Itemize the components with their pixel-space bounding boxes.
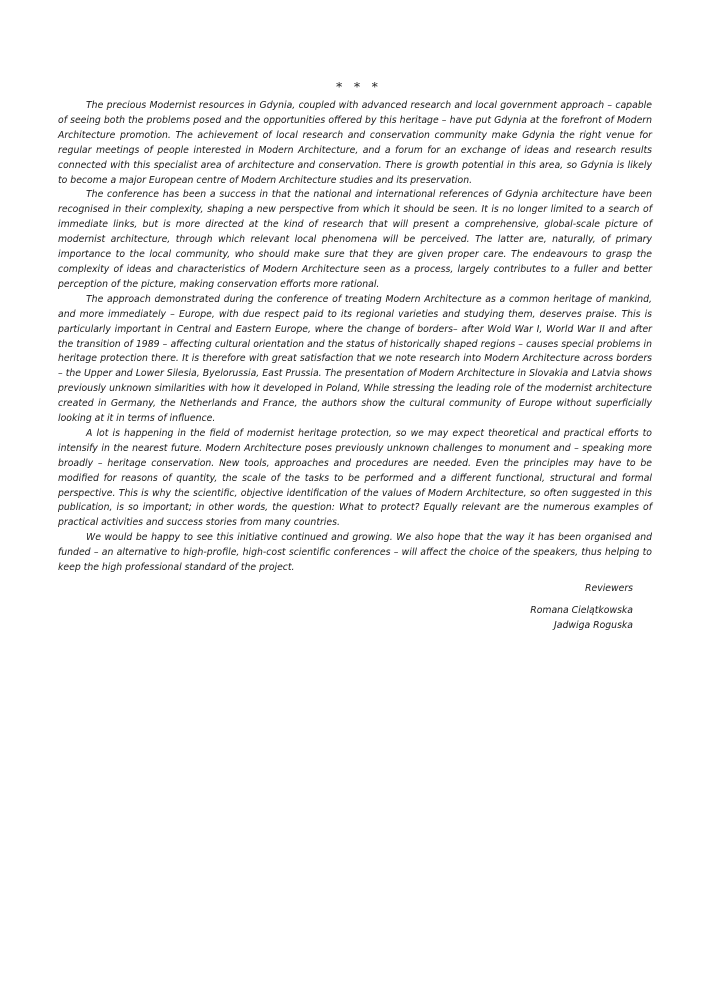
reviewer-name: Jadwiga Roguska <box>554 619 633 631</box>
document-page <box>58 80 652 634</box>
signoff-label: Reviewers <box>585 583 633 594</box>
paragraph: The precious Modernist resources in Gdynia, coupled with advanced research and local government approach – capable of seeing both the problems posed and the opportunities offered by this heritage – have put Gdynia at the forefront of Modern Architecture promotion. The achievement of local research and conservation community make Gdynia the right venue for regular meetings of people interested in Modern Architecture, and a forum for an exchange of ideas and research results connected with this specialist area of architecture and conservation. There is growth potential in this area, so Gdynia is likely to become a major European centre of Modern Architecture studies and its preservation. <box>58 100 652 186</box>
paragraph: We would be happy to see this initiative continued and growing. We also hope that the way it has been organised and funded – an alternative to high-profile, high-cost scientific conferences – will affect the choice of the speakers, thus helping to keep the high professional standard of the project. <box>58 532 652 574</box>
section-ornament: * * * <box>336 80 382 94</box>
reviewer-names <box>58 604 633 634</box>
reviewer-name: Romana Cielątkowska <box>530 604 633 616</box>
paragraph: A lot is happening in the field of modernist heritage protection, so we may expect theoretical and practical efforts to intensify in the nearest future. Modern Architecture poses previously unknown challenges to monument and – speaking more broadly – heritage conservation. New tools, approaches and procedures are needed. Even the principles may have to be modified for reasons of quantity, the scale of the tasks to be performed and a different functional, structural and formal perspective. This is why the scientific, objective identification of the values of Modern Architecture, so often suggested in this publication, is so important; in other words, the question: What to protect? Equally relevant are the numerous examples of practical activities and success stories from many countries. <box>58 427 652 529</box>
paragraph: The conference has been a success in that the national and international references of Gdynia architecture have been recognised in their complexity, shaping a new perspective from which it should be seen. It is no longer limited to a search of immediate links, but is more directed at the kind of research that will present a comprehensive, global-scale picture of modernist architecture, through which relevant local phenomena will be perceived. The latter are, naturally, of primary importance to the local community, who should make sure that they are given proper care. The endeavours to grasp the complexity of ideas and characteristics of Modern Architecture seen as a process, largely contributes to a fuller and better perception of the picture, making conservation efforts more rational. <box>58 189 652 290</box>
signoff <box>58 582 652 634</box>
paragraph: The approach demonstrated during the conference of treating Modern Architecture as a common heritage of mankind, and more immediately – Europe, with due respect paid to its regional varieties and studying them, deserves praise. This is particularly important in Central and Eastern Europe, where the change of borders– after Wold War I, World War II and after the transition of 1989 – affecting cultural orientation and the status of historically shaped regions – causes special problems in heritage protection there. It is therefore with great satisfaction that we note research into Modern Architecture across borders – the Upper and Lower Silesia, Byelorussia, East Prussia. The presentation of Modern Architecture in Slovakia and Latvia shows previously unknown similarities with how it developed in Poland, While stressing the leading role of the modernist architecture created in Germany, the Netherlands and France, the authors show the cultural community of Europe without superficially looking at it in terms of influence. <box>58 293 652 425</box>
